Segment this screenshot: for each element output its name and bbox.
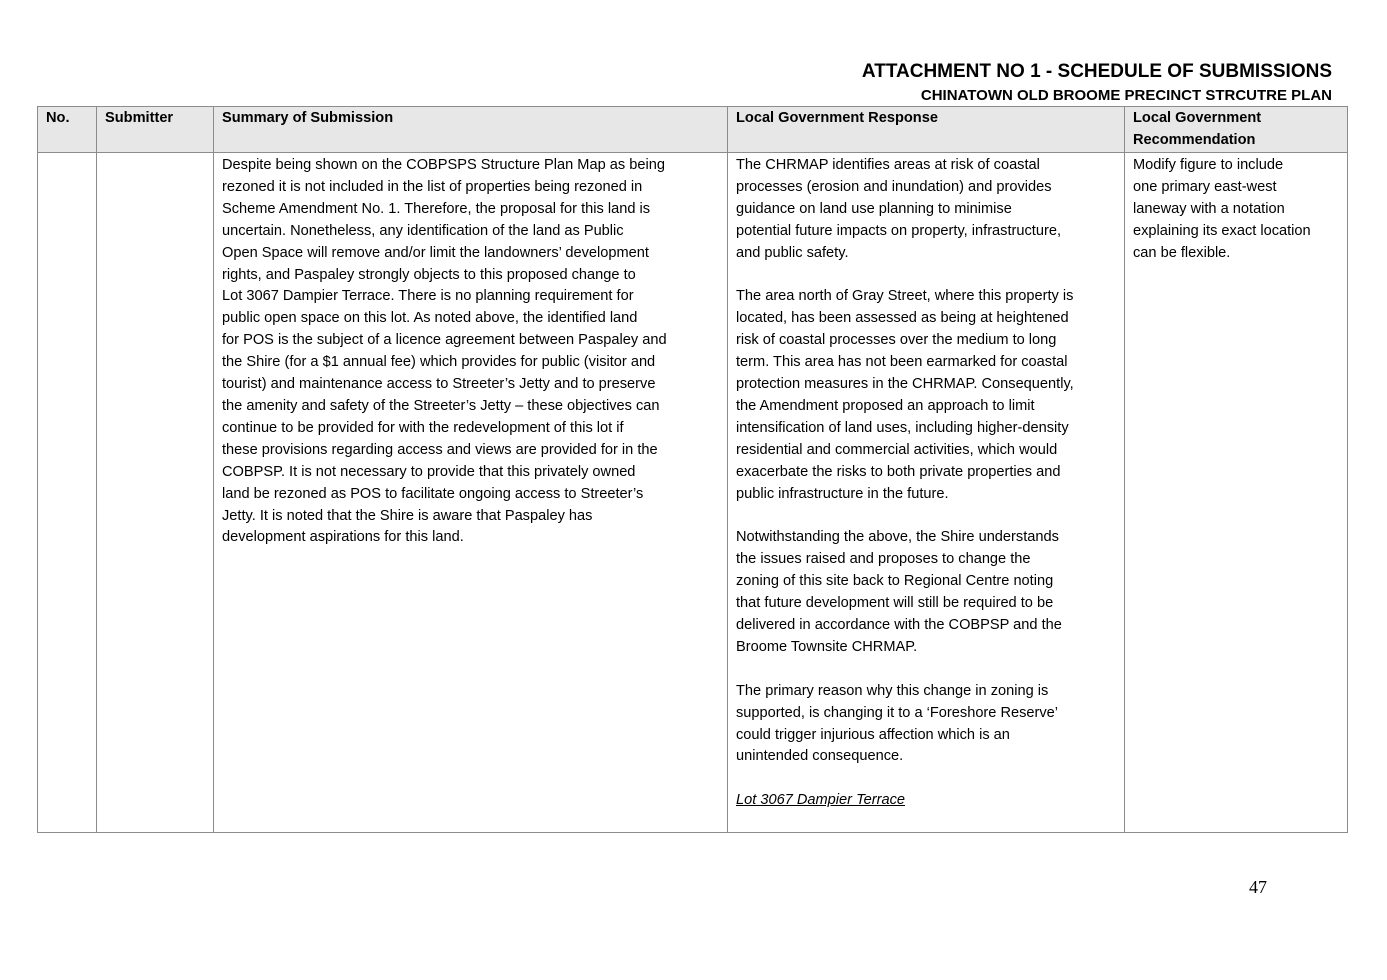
column-header-submitter: Submitter: [97, 107, 214, 153]
submissions-table: [37, 106, 1348, 833]
document-title: ATTACHMENT NO 1 - SCHEDULE OF SUBMISSIONS: [861, 61, 1332, 82]
document-subtitle: CHINATOWN OLD BROOME PRECINCT STRCUTRE PLAN: [920, 87, 1332, 104]
column-header-recommendation: Local Government Recommendation: [1125, 107, 1348, 153]
cell-no: [38, 153, 97, 833]
cell-submitter: [97, 153, 214, 833]
page-number: 47: [1249, 877, 1267, 897]
column-header-summary: Summary of Submission: [214, 107, 728, 153]
table-header-row: [38, 107, 1348, 153]
response-lot-reference-wrapper: [736, 790, 1116, 812]
cell-recommendation: [1125, 153, 1348, 833]
column-header-response: Local Government Response: [728, 107, 1125, 153]
cell-response: [728, 153, 1125, 833]
response-paragraph: The primary reason why this change in zoning is supported, is changing it to a ‘Foreshore Reserve’ could trigger injurious affection which is an unintended consequence.: [736, 682, 1059, 765]
summary-text: Despite being shown on the COBPSPS Structure Plan Map as being rezoned it is not included in the list of properties being rezoned in Scheme Amendment No. 1. Therefore, the proposal for this land is uncertain. Nonetheless, any identification of the land as Public Open Space will remove and/or limit the landowners’ development rights, and Paspaley strongly objects to this proposed change to Lot 3067 Dampier Terrace. There is no planning requirement for public open space on this lot. As noted above, the identified land for POS is the subject of a licence agreement between Paspaley and the Shire (for a $1 annual fee) which provides for public (visitor and tourist) and maintenance access to Streeter’s Jetty and to preserve the amenity and safety of the Streeter’s Jetty – these objectives can continue to be provided for with the redevelopment of this lot if these provisions regarding access and views are provided for in the COBPSP. It is not necessary to provide that this privately owned land be rezoned as POS to facilitate ongoing access to Streeter’s Jetty. It is noted that the Shire is aware that Paspaley has development aspirations for this land.: [222, 157, 667, 546]
lot-reference-heading: Lot 3067 Dampier Terrace: [736, 792, 906, 809]
cell-summary: [214, 153, 728, 833]
response-paragraph: The CHRMAP identifies areas at risk of coastal processes (erosion and inundation) and provides guidance on land use planning to minimise potential future impacts on property, infrastructure, and public safety.: [736, 157, 1062, 261]
column-header-no: No.: [38, 107, 97, 153]
recommendation-text: Modify figure to include one primary east-west laneway with a notation explaining its exact location can be flexible.: [1133, 157, 1311, 261]
response-paragraph: The area north of Gray Street, where this property is located, has been assessed as being at heightened risk of coastal processes over the medium to long term. This area has not been earmarked for coastal protection measures in the CHRMAP. Consequently, the Amendment proposed an approach to limit intensification of land uses, including higher-density residential and commercial activities, which would exacerbate the risks to both private properties and public infrastructure in the future.: [736, 288, 1074, 502]
table-row: [38, 153, 1348, 833]
response-paragraph: Notwithstanding the above, the Shire understands the issues raised and proposes to change the zoning of this site back to Regional Centre noting that future development will still be required to be delivered in accordance with the COBPSP and the Broome Townsite CHRMAP.: [736, 529, 1062, 655]
